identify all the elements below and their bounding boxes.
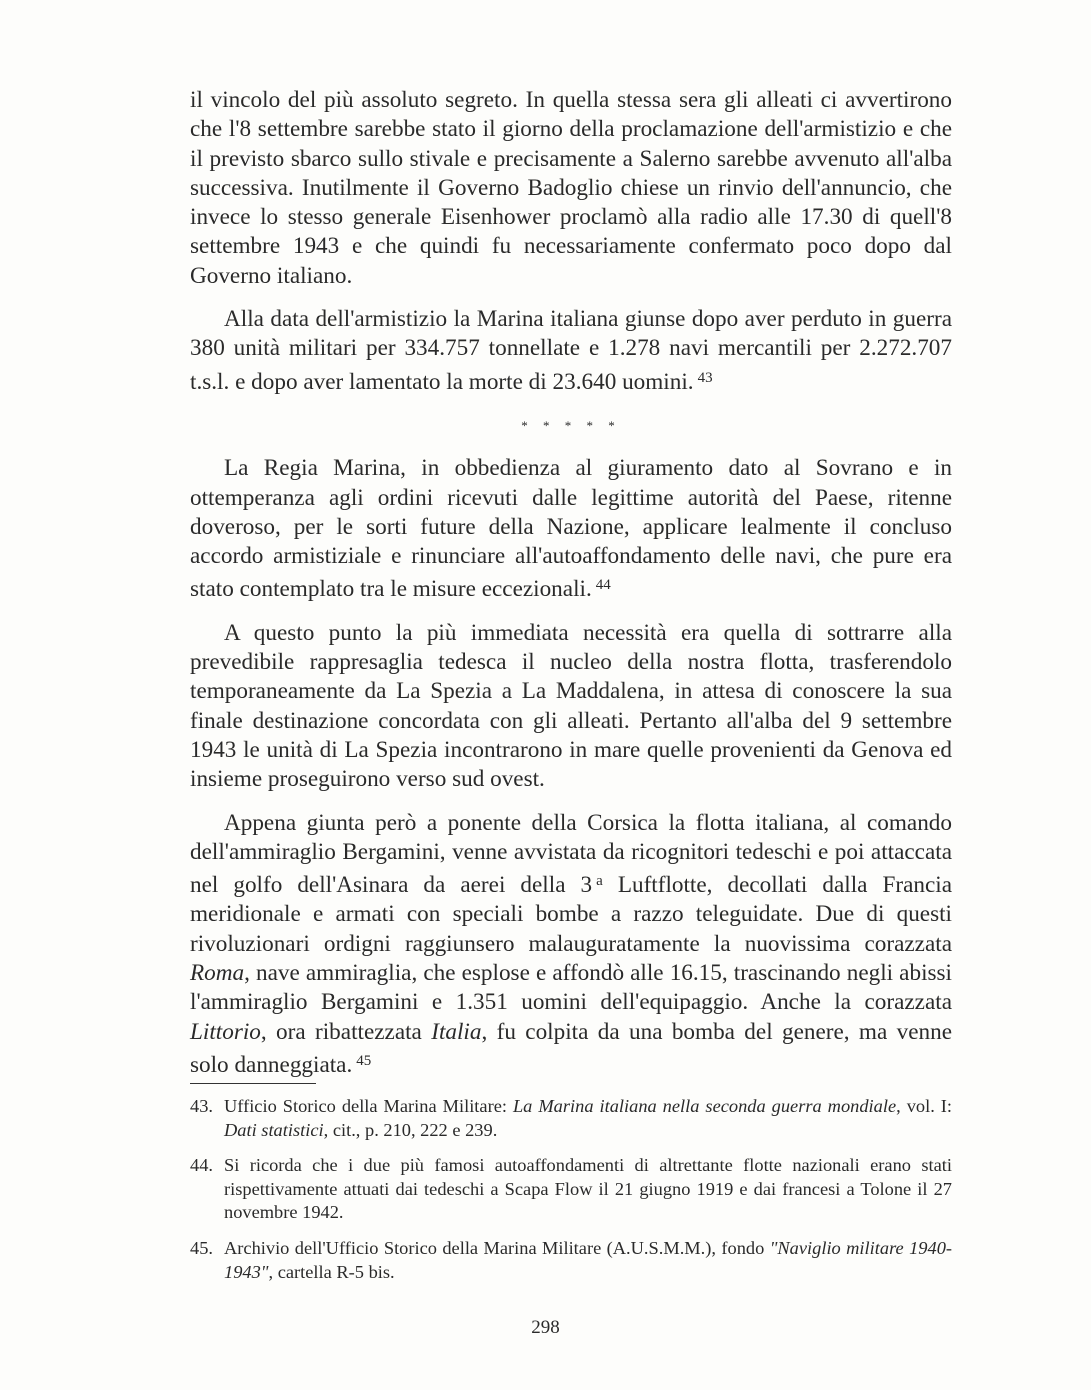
footnote-ref-45[interactable]: 45 xyxy=(356,1052,372,1069)
paragraph-text: A questo punto la più immediata necessità era quella di sottrarre alla prevedibile rappresaglia tedesca il nucleo della nostra flotta, trasferendolo temporaneamente da La Spezia a La Maddalena, in attesa di conoscere la sua finale destinazione concordata con gli alleati. Pertanto all'alba del 9 settembre 1943 le unità di La Spezia incontrarono in mare quelle provenienti da Genova ed insieme proseguirono verso sud ovest. xyxy=(190,619,952,793)
footnote-text-part: , cartella R-5 bis. xyxy=(268,1261,395,1282)
footnote-number: 43. xyxy=(190,1096,213,1116)
ship-name-littorio: Littorio xyxy=(190,1018,261,1045)
ordinal-superscript: a xyxy=(596,873,603,890)
footnote-text xyxy=(224,1237,952,1284)
footnote-text-part: , vol. I: xyxy=(896,1096,952,1116)
footnote-text: Si ricorda che i due più famosi autoaffondamenti di altrettante flotte nazionali erano stati rispettivamente attuati dai tedeschi a Scapa Flow il 21 giugno 1919 e dai francesi a Tolone il 27 novembre 1942. xyxy=(224,1155,952,1223)
footnote-43 xyxy=(190,1095,952,1142)
paragraph xyxy=(190,619,952,795)
footnote-44 xyxy=(190,1154,952,1225)
ship-name-italia: Italia xyxy=(431,1018,482,1045)
paragraph-text: , ora ribattezzata xyxy=(260,1018,432,1045)
paragraph-text: Luftflotte, decollati dalla Francia meridionale e armati con speciali bombe a razzo teleguidate. Due di questi rivoluzionari ordigni raggiunsero malauguratamente la nuovissima corazzata xyxy=(190,872,952,957)
paragraph xyxy=(190,454,952,604)
paragraph-text: il vincolo del più assoluto segreto. In quella stessa sera gli alleati ci avvertirono che l'8 settembre sarebbe stato il giorno della proclamazione dell'armistizio e che il previsto sbarco sullo stivale e precisamente a Salerno sarebbe avvenuto all'alba successiva. Inutilmente il Governo Badoglio chiese un rinvio dell'annuncio, che invece lo stesso generale Eisenhower proclamò alla radio alle 17.30 di quell'8 settembre 1943 e che quindi fu necessariamente confermato poco dopo dal Governo italiano. xyxy=(190,87,952,289)
footnote-title: La Marina italiana nella seconda guerra mondiale xyxy=(512,1096,897,1116)
footnote-45 xyxy=(190,1237,952,1284)
paragraph xyxy=(190,86,952,291)
footnote-ref-43[interactable]: 43 xyxy=(697,369,713,386)
footnote-text-part: Archivio dell'Ufficio Storico della Marina Militare (A.U.S.M.M.), fondo xyxy=(224,1237,770,1258)
footnotes xyxy=(190,1095,952,1296)
paragraph-text: La Regia Marina, in obbedienza al giuramento dato al Sovrano e in ottemperanza agli ordini ricevuti dalle legittime autorità del Paese, ritenne doveroso, per le sorti future della Nazione, applicare lealmente il concluso accordo armistiziale e rinunciare all'autoaffondamento delle navi, che pure era stato contemplato tra le misure eccezionali. xyxy=(190,455,952,603)
paragraph-text: Appena giunta però a ponente della Corsica la flotta italiana, al comando dell'ammiraglio Bergamini, venne avvistata da ricognitori tedeschi e poi attaccata nel golfo dell'Asinara da aerei della 3 xyxy=(190,809,952,899)
footnote-title: "Naviglio militare 1940-1943" xyxy=(224,1237,953,1282)
paragraph-text: , fu colpita da una bomba del genere, ma venne solo danneggiata. xyxy=(190,1018,952,1078)
footnote-number: 44. xyxy=(190,1155,213,1176)
footnote-text xyxy=(224,1095,952,1142)
footnote-subtitle: Dati statistici xyxy=(224,1119,324,1140)
paragraph-text: Alla data dell'armistizio la Marina italiana giunse dopo aver perduto in guerra 380 unità militari per 334.757 tonnellate e 1.278 navi mercantili per 2.272.707 t.s.l. e dopo aver lamentato la morte di 23.640 uomini. xyxy=(190,306,952,395)
footnote-divider xyxy=(190,1083,316,1084)
body-text xyxy=(190,86,952,1094)
ship-name-roma: Roma xyxy=(190,960,245,987)
footnote-text-part: , cit., p. 210, 222 e 239. xyxy=(323,1119,498,1140)
footnote-ref-44[interactable]: 44 xyxy=(595,577,611,594)
footnote-text-part: Ufficio Storico della Marina Militare: xyxy=(224,1096,513,1116)
footnote-number: 45. xyxy=(190,1237,213,1258)
section-separator: * * * * * xyxy=(521,417,621,433)
paragraph-text: , nave ammiraglia, che esplose e affondò alle 16.15, trascinando negli abissi l'ammiraglio Bergamini e 1.351 uomini dell'equipaggio. Anche la corazzata xyxy=(190,960,952,1016)
paragraph xyxy=(190,809,952,1081)
paragraph xyxy=(190,305,952,397)
page-number: 298 xyxy=(531,1317,560,1338)
